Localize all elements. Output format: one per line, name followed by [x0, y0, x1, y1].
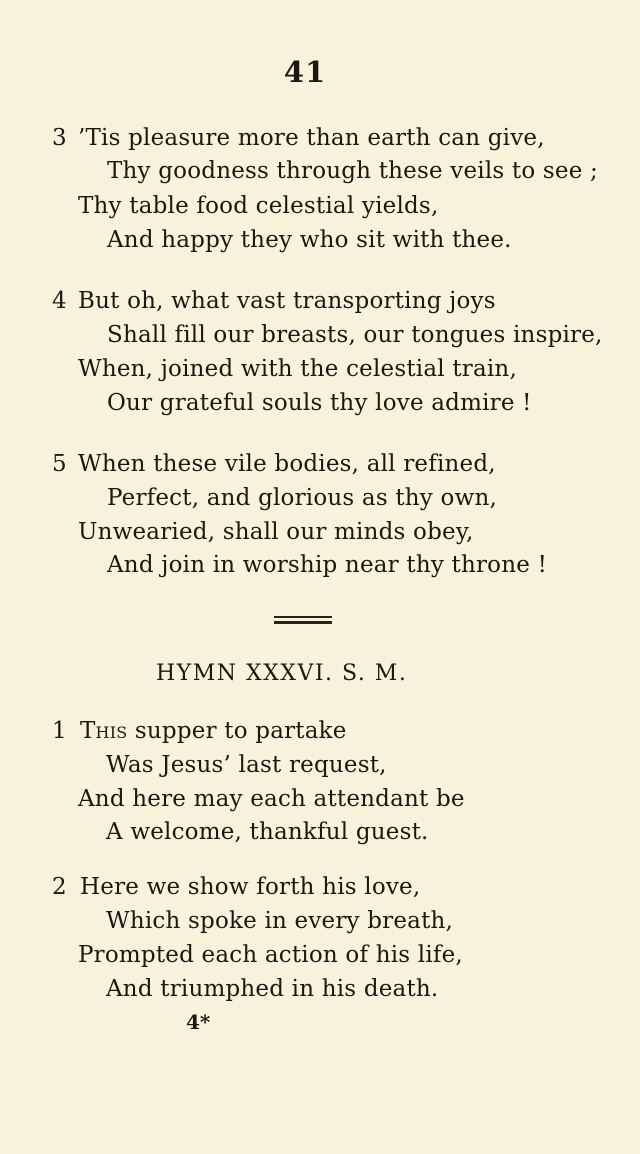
verse-line: And here may each attendant be	[78, 786, 465, 812]
page-number: 41	[283, 55, 327, 89]
verse-line	[80, 717, 347, 745]
first-line-rest: supper to partake	[127, 718, 347, 744]
stanza-number: 5	[52, 451, 67, 477]
verse-line: Unwearied, shall our minds obey,	[78, 519, 474, 545]
ornamental-rule	[274, 616, 332, 624]
verse-line: Thy goodness through these veils to see ;	[107, 158, 599, 184]
verse-line: And join in worship near thy throne !	[107, 552, 548, 578]
verse-line: But oh, what vast transporting joys	[78, 288, 496, 314]
verse-line: Our grateful souls thy love admire !	[107, 390, 532, 416]
verse-line: Here we show forth his love,	[80, 874, 421, 900]
verse-line: A welcome, thankful guest.	[106, 819, 429, 845]
signature-mark: 4*	[186, 1010, 211, 1034]
stanza-number: 4	[52, 288, 67, 314]
stanza-number: 2	[52, 874, 67, 900]
verse-line: Thy table food celestial yields,	[78, 193, 439, 219]
hymn-title: HYMN XXXVI. S. M.	[156, 661, 408, 686]
verse-line: ’Tis pleasure more than earth can give,	[78, 125, 545, 151]
verse-line: Shall fill our breasts, our tongues inspire,	[107, 322, 603, 348]
verse-line: Prompted each action of his life,	[78, 942, 463, 968]
verse-line: Perfect, and glorious as thy own,	[107, 485, 497, 511]
stanza-number: 3	[52, 125, 67, 151]
rule-bar	[274, 616, 332, 618]
verse-line: And triumphed in his death.	[106, 976, 439, 1002]
verse-line: When, joined with the celestial train,	[78, 356, 517, 382]
small-caps-first-word: This	[80, 718, 128, 744]
verse-line: And happy they who sit with thee.	[107, 227, 512, 253]
verse-line: Was Jesus’ last request,	[106, 752, 387, 778]
verse-line: When these vile bodies, all refined,	[78, 451, 496, 477]
verse-line: Which spoke in every breath,	[106, 908, 454, 934]
rule-bar	[274, 621, 332, 624]
stanza-number: 1	[52, 718, 67, 744]
